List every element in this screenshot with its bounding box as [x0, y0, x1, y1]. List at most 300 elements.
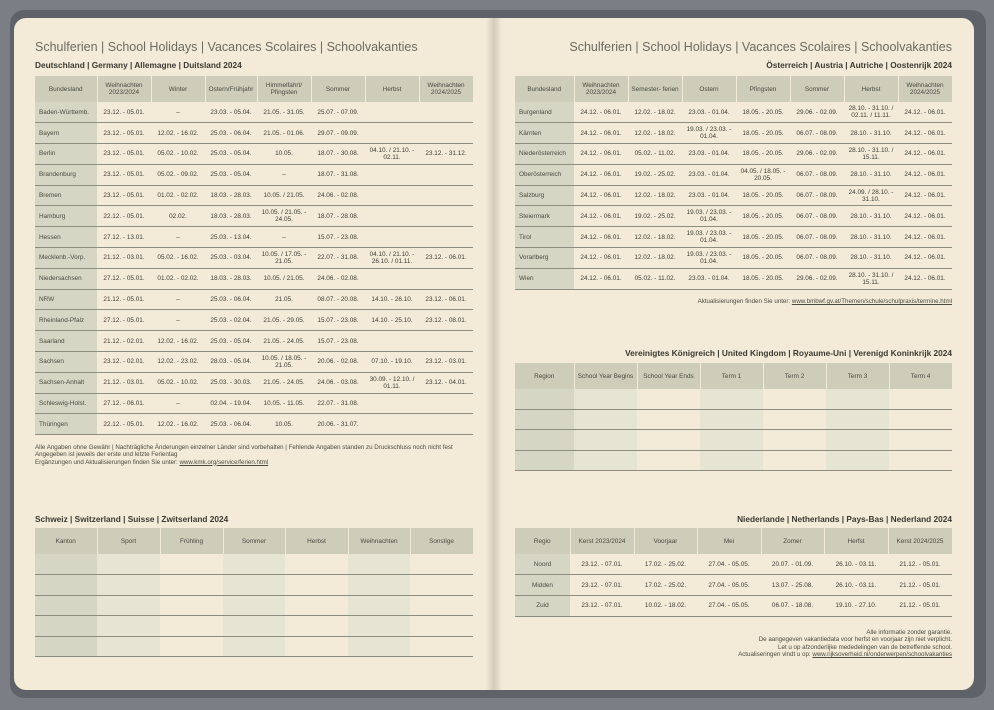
- germany-cell: [419, 331, 473, 352]
- table-row: [515, 164, 952, 185]
- austria-cell: 24.12. - 06.01.: [574, 102, 628, 123]
- netherlands-cell: 23.12. - 07.01.: [570, 554, 634, 575]
- germany-cell: [419, 414, 473, 435]
- germany-cell: 05.02. - 10.02.: [151, 372, 205, 393]
- table-row: [35, 331, 473, 352]
- switzerland-empty-cell: [285, 595, 348, 616]
- austria-cell: 24.12. - 06.01.: [898, 248, 952, 269]
- switzerland-empty-cell: [285, 636, 348, 657]
- austria-cell: 24.12. - 06.01.: [898, 185, 952, 206]
- netherlands-notes: [738, 629, 952, 658]
- table-row: [35, 102, 473, 123]
- germany-cell: 29.07. - 09.09.: [311, 123, 365, 144]
- uk-empty-cell: [763, 430, 826, 450]
- table-row: [515, 144, 952, 165]
- table-row: [35, 144, 473, 165]
- germany-cell: 01.02. - 02.02.: [151, 185, 205, 206]
- germany-cell: 18.07. - 30.08.: [311, 144, 365, 165]
- austria-cell: 24.12. - 06.01.: [574, 164, 628, 185]
- germany-cell: 23.12. - 05.01.: [97, 164, 151, 185]
- table-row: [515, 268, 952, 289]
- germany-cell: [365, 393, 419, 414]
- switzerland-table: [35, 528, 474, 657]
- germany-cell: 10.05. / 21.05.: [257, 185, 311, 206]
- germany-cell: 07.10. - 19.10.: [365, 352, 419, 373]
- austria-header-1: Weihnachten 2023/2024: [574, 76, 628, 102]
- germany-cell: [419, 123, 473, 144]
- germany-cell: 20.06. - 02.08.: [311, 352, 365, 373]
- austria-link[interactable]: www.bmbwf.gv.at/Themen/schule/schulpraxis/termine.html: [791, 298, 952, 305]
- switzerland-title: Schweiz | Switzerland | Suisse | Zwitserland 2024: [35, 514, 229, 524]
- germany-cell: Berlin: [35, 144, 97, 165]
- table-row: [515, 575, 952, 596]
- netherlands-header-1: Kerst 2023/2024: [570, 528, 634, 554]
- austria-cell: 24.12. - 06.01.: [574, 185, 628, 206]
- germany-cell: –: [151, 393, 205, 414]
- netherlands-cell: 21.12. - 05.01.: [888, 554, 952, 575]
- table-row: [515, 409, 952, 429]
- austria-cell: 04.05. / 18.05. - 20.05.: [736, 164, 790, 185]
- table-row: [35, 248, 473, 269]
- germany-cell: 23.12. - 05.01.: [97, 123, 151, 144]
- germany-header-6: Herbst: [365, 76, 419, 102]
- switzerland-header-6: Sonstige: [410, 528, 473, 554]
- germany-cell: [419, 206, 473, 227]
- table-row: [35, 185, 473, 206]
- austria-cell: 24.12. - 06.01.: [898, 123, 952, 144]
- switzerland-empty-cell: [160, 575, 223, 596]
- table-row: [35, 123, 473, 144]
- germany-cell: 18.03. - 28.03.: [205, 206, 257, 227]
- germany-note-3-text: Ergänzungen und Aktualisierungen finden Sie unter:: [35, 458, 180, 466]
- uk-empty-cell: [826, 409, 889, 429]
- germany-cell: –: [257, 227, 311, 248]
- germany-cell: 25.03. - 03.04.: [205, 248, 257, 269]
- germany-cell: Sachsen: [35, 352, 97, 373]
- germany-cell: –: [151, 227, 205, 248]
- austria-cell: 19.03. / 23.03. - 01.04.: [682, 227, 736, 248]
- uk-empty-cell: [889, 409, 952, 429]
- germany-cell: Bayern: [35, 123, 97, 144]
- germany-cell: 23.12. - 06.01.: [419, 248, 473, 269]
- austria-cell: 28.10. - 31.10.: [844, 227, 898, 248]
- austria-cell: 24.12. - 06.01.: [574, 206, 628, 227]
- austria-cell: 29.06. - 02.09.: [790, 268, 844, 289]
- switzerland-empty-cell: [285, 554, 348, 575]
- germany-cell: 04.10. / 21.10. - 26.10. / 01.11.: [365, 248, 419, 269]
- switzerland-empty-cell: [410, 636, 473, 657]
- uk-empty-cell: [637, 450, 700, 470]
- netherlands-note-4: [738, 651, 952, 658]
- switzerland-empty-cell: [35, 616, 97, 637]
- uk-empty-cell: [826, 450, 889, 470]
- book-spine: [486, 18, 502, 690]
- switzerland-empty-cell: [97, 616, 160, 637]
- netherlands-cell: 26.10. - 03.11.: [824, 554, 888, 575]
- germany-cell: –: [151, 289, 205, 310]
- uk-empty-cell: [826, 389, 889, 409]
- switzerland-empty-cell: [348, 554, 410, 575]
- germany-cell: 21.05. - 31.05.: [257, 102, 311, 123]
- germany-cell: –: [151, 102, 205, 123]
- switzerland-empty-cell: [348, 616, 410, 637]
- austria-cell: 19.03. / 23.03. - 01.04.: [682, 123, 736, 144]
- page-title-right: Schulferien | School Holidays | Vacances Scolaires | Schoolvakanties: [569, 40, 952, 54]
- netherlands-cell: 19.10. - 27.10.: [824, 596, 888, 617]
- germany-cell: 10.05. / 21.05.: [257, 268, 311, 289]
- germany-cell: 23.12. - 05.01.: [97, 102, 151, 123]
- germany-cell: 21.05. - 24.05.: [257, 331, 311, 352]
- germany-cell: 21.12. - 02.01.: [97, 331, 151, 352]
- austria-cell: 24.12. - 06.01.: [898, 102, 952, 123]
- germany-cell: 21.12. - 05.01.: [97, 289, 151, 310]
- uk-empty-cell: [763, 409, 826, 429]
- netherlands-note-1: Alle informatie zonder garantie.: [866, 629, 952, 636]
- germany-header-0: Bundesland: [35, 76, 97, 102]
- germany-note-1: Alle Angaben ohne Gewähr | Nachträgliche Änderungen einzelner Länder sind vorbehalten | Fehlende Angaben standen zu Druckschluss noch nicht fest: [35, 444, 453, 451]
- austria-cell: 05.02. - 11.02.: [628, 144, 682, 165]
- germany-cell: 23.12. - 05.01.: [97, 144, 151, 165]
- germany-cell: 27.12. - 05.01.: [97, 268, 151, 289]
- germany-cell: 22.07. - 31.08.: [311, 393, 365, 414]
- germany-notes: [35, 444, 453, 466]
- austria-cell: 24.12. - 06.01.: [574, 268, 628, 289]
- table-row: [515, 389, 952, 409]
- germany-cell: 15.07. - 23.08.: [311, 331, 365, 352]
- austria-cell: 24.12. - 06.01.: [898, 227, 952, 248]
- austria-cell: 28.10. - 31.10. / 15.11.: [844, 144, 898, 165]
- netherlands-header-6: Kerst 2024/2025: [888, 528, 952, 554]
- germany-cell: 05.02. - 09.02.: [151, 164, 205, 185]
- germany-cell: 23.12. - 04.01.: [419, 372, 473, 393]
- germany-cell: Saarland: [35, 331, 97, 352]
- germany-cell: Hessen: [35, 227, 97, 248]
- switzerland-empty-cell: [410, 616, 473, 637]
- uk-empty-cell: [574, 389, 637, 409]
- switzerland-header-5: Weihnachten: [348, 528, 410, 554]
- austria-cell: 29.06. - 02.09.: [790, 144, 844, 165]
- switzerland-empty-cell: [97, 575, 160, 596]
- netherlands-cell: 23.12. - 07.01.: [570, 596, 634, 617]
- germany-cell: [365, 185, 419, 206]
- germany-header-3: Ostern/Frühjahr: [205, 76, 257, 102]
- germany-cell: [365, 227, 419, 248]
- germany-cell: 12.02. - 16.02.: [151, 123, 205, 144]
- uk-empty-cell: [700, 409, 763, 429]
- table-row: [515, 450, 952, 470]
- germany-cell: 14.10. - 25.10.: [365, 310, 419, 331]
- germany-cell: 10.05. - 11.05.: [257, 393, 311, 414]
- uk-empty-cell: [889, 430, 952, 450]
- germany-cell: 15.07. - 23.08.: [311, 227, 365, 248]
- netherlands-header-5: Herfst: [824, 528, 888, 554]
- netherlands-cell: 21.12. - 05.01.: [888, 596, 952, 617]
- germany-cell: [365, 331, 419, 352]
- netherlands-note-3: Let u op afzonderlijke mededelingen van de betreffende school.: [778, 643, 952, 651]
- germany-cell: Hamburg: [35, 206, 97, 227]
- switzerland-empty-cell: [285, 575, 348, 596]
- netherlands-cell: Zuid: [515, 596, 570, 617]
- germany-cell: 25.07. - 07.09.: [311, 102, 365, 123]
- netherlands-header-4: Zomer: [761, 528, 824, 554]
- switzerland-empty-cell: [410, 554, 473, 575]
- austria-cell: 18.05. - 20.05.: [736, 227, 790, 248]
- uk-header-1: School Year Begins: [574, 363, 637, 389]
- austria-cell: 23.03. - 01.04.: [682, 185, 736, 206]
- netherlands-cell: 20.07. - 01.09.: [761, 554, 824, 575]
- austria-cell: 19.03. / 23.03. - 01.04.: [682, 248, 736, 269]
- right-page: [494, 18, 974, 690]
- switzerland-empty-cell: [35, 554, 97, 575]
- page-title-left: Schulferien | School Holidays | Vacances Scolaires | Schoolvakanties: [35, 40, 418, 54]
- germany-cell: 15.07. - 23.08.: [311, 310, 365, 331]
- germany-title: Deutschland | Germany | Allemagne | Duitsland 2024: [35, 60, 242, 70]
- uk-empty-cell: [700, 430, 763, 450]
- germany-cell: –: [151, 310, 205, 331]
- austria-cell: 28.10. - 31.10.: [844, 206, 898, 227]
- switzerland-empty-cell: [160, 616, 223, 637]
- table-row: [35, 268, 473, 289]
- switzerland-empty-cell: [35, 575, 97, 596]
- austria-cell: Tirol: [515, 227, 574, 248]
- austria-cell: 28.10. - 31.10.: [844, 123, 898, 144]
- switzerland-header-4: Herbst: [285, 528, 348, 554]
- austria-cell: 24.12. - 06.01.: [898, 206, 952, 227]
- germany-header-4: Himmelfahrt/ Pfingsten: [257, 76, 311, 102]
- germany-cell: 22.12. - 05.01.: [97, 206, 151, 227]
- germany-cell: Mecklenb.-Vorp.: [35, 248, 97, 269]
- germany-cell: 05.02. - 16.02.: [151, 248, 205, 269]
- netherlands-cell: Midden: [515, 575, 570, 596]
- uk-empty-cell: [637, 409, 700, 429]
- table-row: [515, 248, 952, 269]
- germany-cell: 23.12. - 05.01.: [97, 185, 151, 206]
- switzerland-empty-cell: [348, 636, 410, 657]
- austria-header-3: Ostern: [682, 76, 736, 102]
- austria-header-2: Semester- ferien: [628, 76, 682, 102]
- uk-empty-cell: [700, 450, 763, 470]
- germany-cell: 25.03. - 05.04.: [205, 331, 257, 352]
- germany-cell: 05.02. - 10.02.: [151, 144, 205, 165]
- switzerland-empty-cell: [35, 595, 97, 616]
- switzerland-empty-cell: [97, 636, 160, 657]
- germany-cell: 12.02. - 16.02.: [151, 331, 205, 352]
- switzerland-empty-cell: [223, 616, 285, 637]
- austria-cell: 18.05. - 20.05.: [736, 206, 790, 227]
- table-row: [35, 636, 473, 657]
- switzerland-empty-cell: [348, 595, 410, 616]
- germany-cell: 23.12. - 08.01.: [419, 310, 473, 331]
- table-row: [35, 372, 473, 393]
- austria-cell: 19.02. - 25.02.: [628, 164, 682, 185]
- austria-cell: 18.05. - 20.05.: [736, 268, 790, 289]
- germany-note-3: [35, 459, 453, 466]
- netherlands-cell: 26.10. - 03.11.: [824, 575, 888, 596]
- austria-cell: 19.02. - 25.02.: [628, 206, 682, 227]
- uk-empty-cell: [515, 450, 574, 470]
- austria-cell: 23.03. - 01.04.: [682, 102, 736, 123]
- table-row: [35, 414, 473, 435]
- netherlands-cell: 17.02. - 25.02.: [634, 554, 697, 575]
- germany-cell: 02.02.: [151, 206, 205, 227]
- austria-cell: 06.07. - 08.09.: [790, 123, 844, 144]
- germany-cell: 10.05. / 18.05. - 21.05.: [257, 352, 311, 373]
- uk-empty-cell: [889, 450, 952, 470]
- uk-header-3: Term 1: [700, 363, 763, 389]
- austria-cell: 24.12. - 06.01.: [898, 144, 952, 165]
- switzerland-header-1: Sport: [97, 528, 160, 554]
- germany-cell: 25.03. - 02.04.: [205, 310, 257, 331]
- uk-empty-cell: [763, 450, 826, 470]
- germany-cell: 24.06. - 02.08.: [311, 185, 365, 206]
- austria-cell: 23.03. - 01.04.: [682, 268, 736, 289]
- table-row: [35, 352, 473, 373]
- table-row: [515, 227, 952, 248]
- table-row: [515, 102, 952, 123]
- netherlands-table: [515, 528, 953, 617]
- uk-empty-cell: [763, 389, 826, 409]
- uk-empty-cell: [515, 389, 574, 409]
- germany-cell: Schleswig-Holst.: [35, 393, 97, 414]
- austria-header-6: Herbst: [844, 76, 898, 102]
- germany-header-1: Weihnachten 2023/2024: [97, 76, 151, 102]
- table-row: [35, 616, 473, 637]
- germany-cell: 30.09. - 12.10. / 01.11.: [365, 372, 419, 393]
- austria-cell: 06.07. - 08.09.: [790, 164, 844, 185]
- uk-empty-cell: [574, 450, 637, 470]
- austria-cell: 28.10. - 31.10. / 02.11. / 11.11.: [844, 102, 898, 123]
- table-row: [515, 206, 952, 227]
- netherlands-note-2: De aangegeven vakantiedata voor herfst en voorjaar zijn niet verplicht.: [758, 636, 952, 644]
- germany-link[interactable]: www.kmk.org/service/ferien.html: [179, 458, 269, 466]
- austria-cell: Salzburg: [515, 185, 574, 206]
- austria-table: [515, 76, 953, 290]
- uk-table: [515, 363, 953, 471]
- austria-cell: 12.02. - 18.02.: [628, 123, 682, 144]
- germany-cell: [365, 268, 419, 289]
- austria-cell: 18.05. - 20.05.: [736, 248, 790, 269]
- germany-header-2: Winter: [151, 76, 205, 102]
- germany-table: [35, 76, 474, 435]
- netherlands-cell: Noord: [515, 554, 570, 575]
- germany-cell: 21.05. - 24.05.: [257, 372, 311, 393]
- uk-header-0: Region: [515, 363, 574, 389]
- germany-cell: [365, 164, 419, 185]
- germany-cell: Niedersachsen: [35, 268, 97, 289]
- austria-cell: Steiermark: [515, 206, 574, 227]
- switzerland-empty-cell: [160, 636, 223, 657]
- germany-cell: 10.05.: [257, 414, 311, 435]
- germany-cell: [419, 268, 473, 289]
- germany-cell: [365, 123, 419, 144]
- uk-header-6: Term 4: [889, 363, 952, 389]
- austria-cell: 05.02. - 11.02.: [628, 268, 682, 289]
- germany-cell: [419, 227, 473, 248]
- austria-cell: 23.03. - 01.04.: [682, 144, 736, 165]
- germany-cell: [419, 164, 473, 185]
- germany-header-5: Sommer: [311, 76, 365, 102]
- austria-cell: 12.02. - 18.02.: [628, 185, 682, 206]
- germany-cell: 21.05. - 29.05.: [257, 310, 311, 331]
- austria-cell: 18.05. - 20.05.: [736, 123, 790, 144]
- netherlands-header-0: Regio: [515, 528, 570, 554]
- germany-cell: 04.10. / 21.10. - 02.11.: [365, 144, 419, 165]
- germany-cell: 25.03. - 13.04.: [205, 227, 257, 248]
- switzerland-empty-cell: [223, 595, 285, 616]
- netherlands-cell: 17.02. - 25.02.: [634, 575, 697, 596]
- table-row: [35, 393, 473, 414]
- table-row: [515, 554, 952, 575]
- uk-empty-cell: [574, 430, 637, 450]
- germany-cell: [419, 102, 473, 123]
- austria-header-0: Bundesland: [515, 76, 574, 102]
- germany-cell: 28.03. - 05.04.: [205, 352, 257, 373]
- austria-note: [698, 298, 952, 305]
- germany-cell: Rheinland-Pfalz: [35, 310, 97, 331]
- germany-cell: 25.03. - 06.04.: [205, 289, 257, 310]
- germany-cell: 18.03. - 28.03.: [205, 185, 257, 206]
- germany-cell: [419, 185, 473, 206]
- germany-cell: –: [257, 164, 311, 185]
- germany-cell: [419, 393, 473, 414]
- uk-empty-cell: [515, 430, 574, 450]
- germany-cell: [365, 206, 419, 227]
- austria-cell: 24.12. - 06.01.: [574, 144, 628, 165]
- germany-cell: 27.12. - 05.01.: [97, 310, 151, 331]
- switzerland-empty-cell: [223, 636, 285, 657]
- germany-cell: [365, 414, 419, 435]
- germany-cell: 18.03. - 28.03.: [205, 268, 257, 289]
- netherlands-cell: 27.04. - 05.05.: [697, 596, 761, 617]
- germany-cell: 21.05. - 01.06.: [257, 123, 311, 144]
- germany-cell: 23.12. - 06.01.: [419, 289, 473, 310]
- austria-cell: 19.03. / 23.03. - 01.04.: [682, 206, 736, 227]
- germany-cell: Baden-Württemb.: [35, 102, 97, 123]
- switzerland-empty-cell: [97, 595, 160, 616]
- germany-cell: 18.07. - 28.08.: [311, 206, 365, 227]
- switzerland-header-2: Frühling: [160, 528, 223, 554]
- uk-empty-cell: [637, 430, 700, 450]
- uk-empty-cell: [826, 430, 889, 450]
- germany-cell: 23.12. - 02.01.: [97, 352, 151, 373]
- netherlands-cell: 13.07. - 25.08.: [761, 575, 824, 596]
- austria-cell: 06.07. - 08.09.: [790, 185, 844, 206]
- germany-cell: 08.07. - 20.08.: [311, 289, 365, 310]
- germany-cell: 18.07. - 31.08.: [311, 164, 365, 185]
- germany-cell: Brandenburg: [35, 164, 97, 185]
- germany-cell: 01.02. - 02.02.: [151, 268, 205, 289]
- netherlands-title: Niederlande | Netherlands | Pays-Bas | Nederland 2024: [737, 514, 952, 524]
- table-row: [35, 289, 473, 310]
- austria-title: Österreich | Austria | Autriche | Oostenrijk 2024: [766, 60, 952, 70]
- austria-cell: 18.05. - 20.05.: [736, 102, 790, 123]
- germany-cell: 12.02. - 16.02.: [151, 414, 205, 435]
- austria-cell: 24.12. - 06.01.: [574, 248, 628, 269]
- germany-cell: 10.05. / 21.05. - 24.05.: [257, 206, 311, 227]
- netherlands-cell: 06.07. - 18.08.: [761, 596, 824, 617]
- uk-header-5: Term 3: [826, 363, 889, 389]
- netherlands-link[interactable]: www.rijksoverheid.nl/onderwerpen/schoolvakanties: [812, 650, 952, 658]
- switzerland-empty-cell: [35, 636, 97, 657]
- germany-cell: 25.03. - 05.04.: [205, 144, 257, 165]
- germany-cell: Sachsen-Anhalt: [35, 372, 97, 393]
- austria-note-text: Aktualisierungen finden Sie unter:: [697, 298, 792, 305]
- germany-cell: 25.03. - 06.04.: [205, 414, 257, 435]
- germany-cell: NRW: [35, 289, 97, 310]
- uk-empty-cell: [515, 409, 574, 429]
- germany-cell: 14.10. - 26.10.: [365, 289, 419, 310]
- uk-empty-cell: [889, 389, 952, 409]
